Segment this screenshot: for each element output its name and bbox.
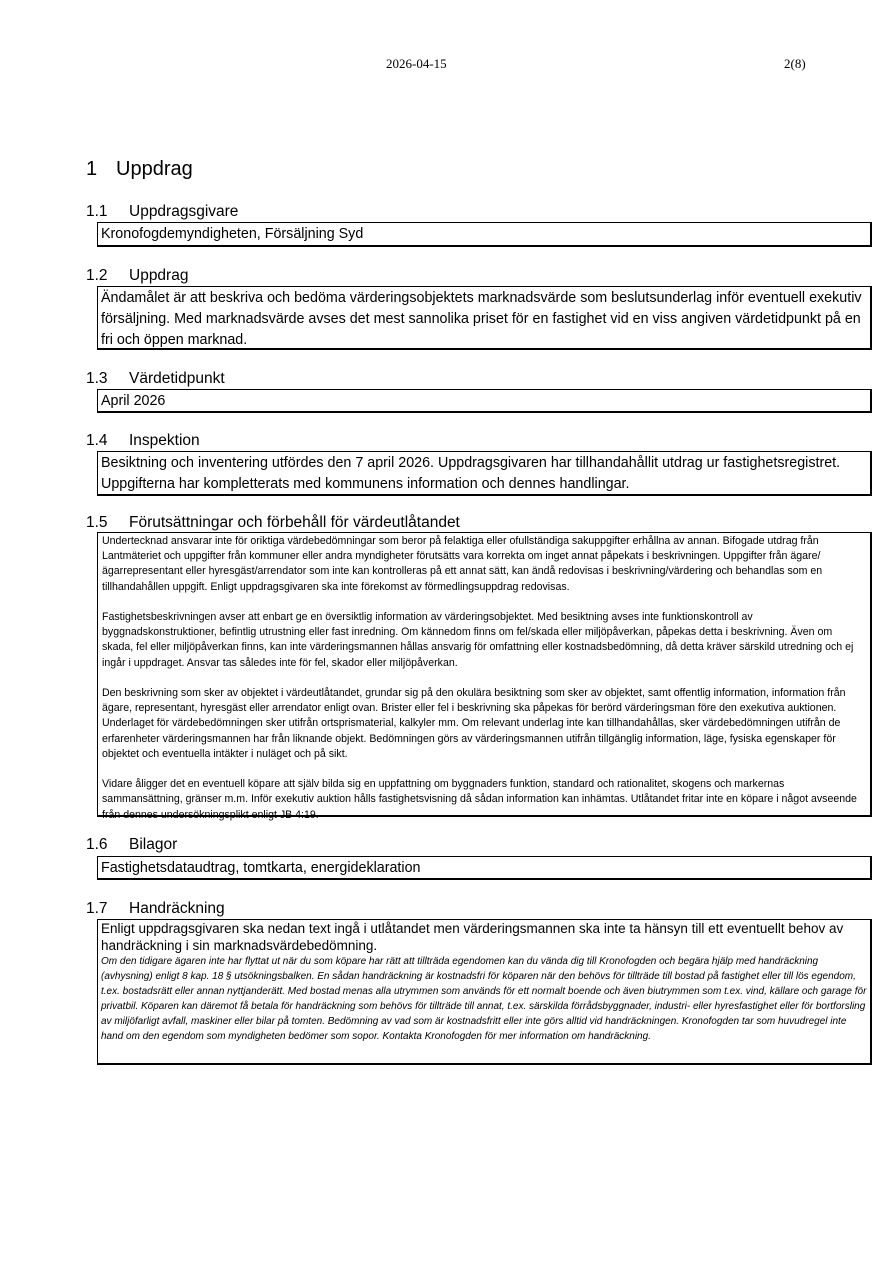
- section-vardetidpunkt: [86, 369, 876, 409]
- section-number: 1.1: [86, 203, 108, 220]
- section-title: Uppdragsgivare: [129, 203, 239, 220]
- chapter-number: 1: [86, 158, 98, 180]
- forutsattningar-box: [97, 532, 872, 821]
- uppdragsgivare-box: [97, 222, 872, 247]
- section-number: 1.5: [86, 514, 108, 531]
- section-heading: [86, 266, 876, 286]
- section-title: Handräckning: [129, 900, 225, 917]
- section-heading: [86, 513, 876, 533]
- vardetidpunkt-box: [97, 389, 872, 413]
- section-heading: [86, 431, 876, 451]
- page-number: 2(8): [784, 56, 806, 71]
- section-title: Bilagor: [129, 836, 178, 853]
- chapter-heading: [86, 158, 193, 181]
- section-heading: [86, 835, 876, 855]
- section-number: 1.4: [86, 432, 108, 449]
- section-title: Inspektion: [129, 432, 200, 449]
- forutsattningar-paragraph: Den beskrivning som sker av objektet i värdeutlåtandet, grundar sig på den okulära besiktning som sker av objektet, samt offentlig information, information från ägare, representant, hyresgäst eller arrendator enligt ovan. Brister eller fel i beskrivning ska påpekas för berörd värderingsman före den exekutiva auktionen. Underlaget för värdebedömningen sker utifrån ortsprismaterial, kalkyler mm. Om relevant underlag inte kan tillhandahållas, sker värdebedömningen utifrån de erfarenheter värderingsmannen har från liknande objekt. Bedömningen görs av värderingsmannen utifrån tillgänglig information, läge, fysiska egenskaper för objektet och eventuella intäkter i nuläget och på sikt.: [102, 687, 846, 760]
- uppdragsgivare-text: Kronofogdemyndigheten, Försäljning Syd: [101, 226, 364, 242]
- inspektion-text: Besiktning och inventering utfördes den 7 april 2026. Uppdragsgivaren har tillhandahållit utdrag ur fastighetsregistret. Uppgifterna har kompletterats med kommunens information och dennes handlingar.: [101, 455, 841, 492]
- section-number: 1.2: [86, 267, 108, 284]
- section-bilagor: [86, 835, 876, 876]
- header-date: 2026-04-15: [386, 56, 447, 71]
- section-heading: [86, 369, 876, 389]
- bilagor-text: Fastighetsdataudtrag, tomtkarta, energideklaration: [101, 860, 421, 876]
- uppdrag-box: [97, 286, 872, 350]
- uppdrag-text: Ändamålet är att beskriva och bedöma värderingsobjektets marknadsvärde som beslutsunderlag inför eventuell exekutiv försäljning. Med marknadsvärde avses det mest sannolika priset för en fastighet vid en viss angiven värdetidpunkt på en fri och öppen marknad.: [101, 290, 862, 348]
- vardetidpunkt-text: April 2026: [101, 393, 166, 409]
- inspektion-box: [97, 451, 872, 496]
- section-number: 1.6: [86, 836, 108, 853]
- handrackning-body: Om den tidigare ägaren inte har flyttat ut när du som köpare har rätt att tillträda egendomen kan du vända dig till Kronofogden och begära hjälp med handräckning (avhysning) enligt 8 kap. 18 § utsökningsbalken. En sådan handräckning är kostnadsfri för köparen när den behövs för tillträde till bostad på fastighet eller till lös egendom, t.ex. bostadsrätt eller annan nyttjanderätt. Med bostad menas alla utrymmen som används för ett normalt boende och även biutrymmen som t.ex. vind, källare och garage för privatbil. Köparen kan däremot få betala för handräckning som behövs för tillträde till annat, t.ex. särskilda förrådsbyggnader, industri- eller hyresfastighet eller för bortforsling av miljöfarligt avfall, maskiner eller bilar på tomten. Bedömning av vad som är kostnadsfritt eller inte görs alltid vid handräckningen. Kronofogden tar som huvudregel inte hand om den egendom som myndigheten bedömer som sopor. Kontakta Kronofogden för mer information om handräckning.: [101, 956, 867, 1043]
- chapter-title: Uppdrag: [116, 158, 193, 180]
- section-handrackning: [86, 899, 876, 1043]
- section-inspektion: [86, 431, 876, 492]
- handrackning-box: [97, 919, 872, 1065]
- section-title: Förutsättningar och förbehåll för värdeutlåtandet: [129, 514, 460, 531]
- forutsattningar-paragraph: Undertecknad ansvarar inte för oriktiga värdebedömningar som beror på felaktiga eller ofullständiga sakuppgifter erhållna av annan. Bifogade utdrag från Lantmäteriet och uppgifter från kommuner eller andra myndigheter förutsätts vara korrekta om inget annat påpekats i beskrivningen. Uppgifter från ägare/ägarrepresentant eller hyresgäst/arrendator som inte kan kontrolleras på ett annat sätt, kan ändå redovisas i beskrivning/värdering och behandlas som en tillhandahållen uppgift. Enligt uppdragsgivaren ska inte förekomst av förmedlingsuppdrag redovisas.: [102, 535, 823, 593]
- bilagor-box: [97, 856, 872, 880]
- section-title: Värdetidpunkt: [129, 370, 225, 387]
- section-title: Uppdrag: [129, 267, 189, 284]
- forutsattningar-paragraph: Vidare åligger det en eventuell köpare att själv bilda sig en uppfattning om byggnaders funktion, standard och rationalitet, skogens och markernas sammansättning, gränser m.m. Inför exekutiv auktion hålls fastighetsvisning då sådan information kan inhämtas. Utlåtandet fritar inte en köpare i något avseende från dennes undersökningsplikt enligt JB 4:19.: [102, 778, 857, 821]
- section-uppdrag: [86, 266, 876, 348]
- section-heading: [86, 202, 876, 222]
- section-uppdragsgivare: [86, 202, 876, 242]
- section-number: 1.7: [86, 900, 108, 917]
- forutsattningar-paragraph: Fastighetsbeskrivningen avser att enbart ge en översiktlig information av värderingsobjektet. Med besiktning avses inte funktionskontroll av byggnadskonstruktioner, befintlig utrustning eller fast inredning. Om kännedom finns om fel/skada eller miljöpåverkan, påpekas detta i beskrivning. Även om skada, fel eller miljöpåverkan finns, kan inte värderingsmannen hållas ansvarig för omfattning eller kostnadsbedömning, då detta kräver särskild utredning och ej ingår i uppdraget. Ansvar tas således inte för fel, skador eller miljöpåverkan.: [102, 611, 854, 669]
- section-heading: [86, 899, 876, 919]
- handrackning-lead: Enligt uppdragsgivaren ska nedan text ingå i utlåtandet men värderingsmannen ska inte ta hänsyn till ett eventuellt behov av handräckning i sin marknadsvärdebedömning.: [101, 921, 844, 953]
- section-number: 1.3: [86, 370, 108, 387]
- section-forutsattningar: [86, 513, 876, 821]
